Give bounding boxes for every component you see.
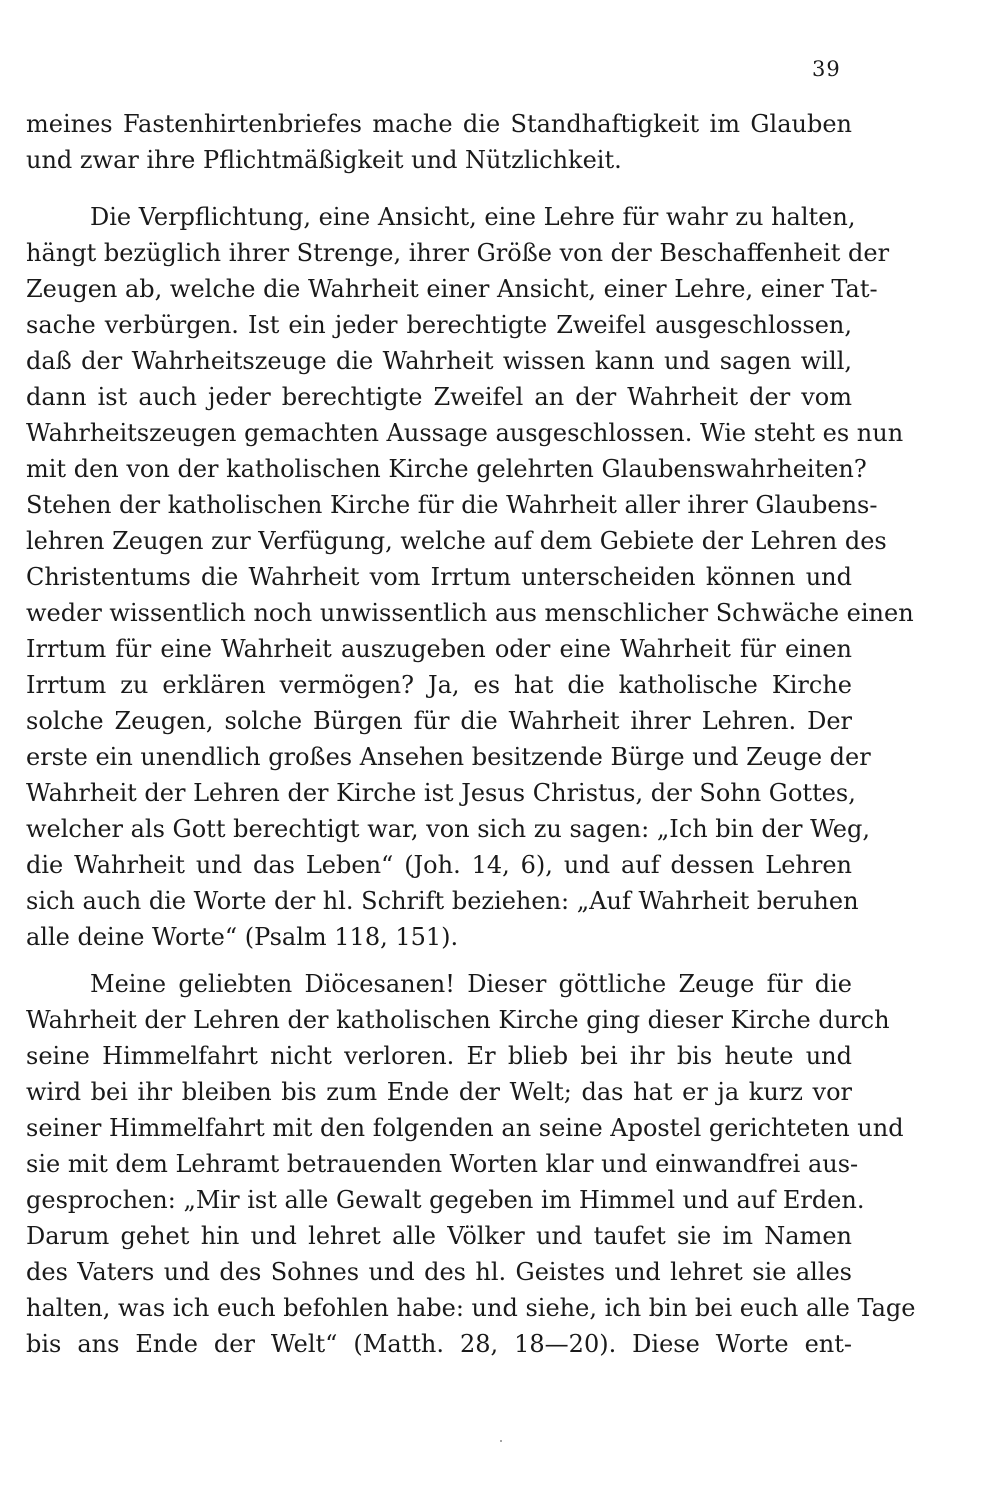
- text-line: sache verbürgen. Ist ein jeder berechtigte Zweifel ausgeschlossen,: [26, 311, 852, 339]
- text-line: Meine geliebten Diöcesanen! Dieser göttliche Zeuge für die: [90, 970, 852, 998]
- text-line: seine Himmelfahrt nicht verloren. Er blieb bei ihr bis heute und: [26, 1042, 852, 1070]
- text-line: daß der Wahrheitszeuge die Wahrheit wissen kann und sagen will,: [26, 347, 852, 375]
- text-line: halten, was ich euch befohlen habe: und siehe, ich bin bei euch alle Tage: [26, 1294, 916, 1322]
- text-line: Irrtum zu erklären vermögen? Ja, es hat die katholische Kirche: [26, 671, 852, 699]
- text-line: Christentums die Wahrheit vom Irrtum unterscheiden können und: [26, 563, 852, 591]
- text-line: wird bei ihr bleiben bis zum Ende der Welt; das hat er ja kurz vor: [26, 1078, 852, 1106]
- text-line: Zeugen ab, welche die Wahrheit einer Ansicht, einer Lehre, einer Tat-: [26, 275, 878, 303]
- text-line: Die Verpflichtung, eine Ansicht, eine Lehre für wahr zu halten,: [90, 203, 856, 231]
- paragraph-3: [26, 966, 916, 1362]
- text-line: gesprochen: „Mir ist alle Gewalt gegeben im Himmel und auf Erden.: [26, 1186, 865, 1214]
- text-line: sich auch die Worte der hl. Schrift beziehen: „Auf Wahrheit beruhen: [26, 887, 859, 915]
- text-line: hängt bezüglich ihrer Strenge, ihrer Größe von der Beschaffenheit der: [26, 239, 890, 267]
- text-line: weder wissentlich noch unwissentlich aus menschlicher Schwäche einen: [26, 599, 914, 627]
- text-line: meines Fastenhirtenbriefes mache die Standhaftigkeit im Glauben: [26, 110, 852, 138]
- text-line: lehren Zeugen zur Verfügung, welche auf dem Gebiete der Lehren des: [26, 527, 887, 555]
- text-line: bis ans Ende der Welt“ (Matth. 28, 18—20). Diese Worte ent-: [26, 1330, 852, 1358]
- text-line: Wahrheit der Lehren der katholischen Kirche ging dieser Kirche durch: [26, 1006, 890, 1034]
- text-line: Wahrheit der Lehren der Kirche ist Jesus Christus, der Sohn Gottes,: [26, 779, 856, 807]
- text-line: Wahrheitszeugen gemachten Aussage ausgeschlossen. Wie steht es nun: [26, 419, 904, 447]
- text-line: Stehen der katholischen Kirche für die Wahrheit aller ihrer Glaubens-: [26, 491, 878, 519]
- text-line: erste ein unendlich großes Ansehen besitzende Bürge und Zeuge der: [26, 743, 871, 771]
- text-line: welcher als Gott berechtigt war, von sich zu sagen: „Ich bin der Weg,: [26, 815, 870, 843]
- paragraph-1: [26, 106, 852, 178]
- paragraph-2: [26, 199, 914, 955]
- text-line: die Wahrheit und das Leben“ (Joh. 14, 6), und auf dessen Lehren: [26, 851, 852, 879]
- text-line: sie mit dem Lehramt betrauenden Worten klar und einwandfrei aus-: [26, 1150, 859, 1178]
- text-line: Irrtum für eine Wahrheit auszugeben oder eine Wahrheit für einen: [26, 635, 852, 663]
- text-line: mit den von der katholischen Kirche gelehrten Glaubenswahrheiten?: [26, 455, 867, 483]
- text-line: seiner Himmelfahrt mit den folgenden an seine Apostel gerichteten und: [26, 1114, 904, 1142]
- text-line: Darum gehet hin und lehret alle Völker und taufet sie im Namen: [26, 1222, 852, 1250]
- scan-speck: [500, 1440, 502, 1442]
- text-line: dann ist auch jeder berechtigte Zweifel an der Wahrheit der vom: [26, 383, 852, 411]
- text-line: des Vaters und des Sohnes und des hl. Geistes und lehret sie alles: [26, 1258, 852, 1286]
- text-line: alle deine Worte“ (Psalm 118, 151).: [26, 923, 459, 951]
- text-line: solche Zeugen, solche Bürgen für die Wahrheit ihrer Lehren. Der: [26, 707, 852, 735]
- page-number: 39: [812, 57, 841, 81]
- text-line: und zwar ihre Pflichtmäßigkeit und Nützlichkeit.: [26, 146, 622, 174]
